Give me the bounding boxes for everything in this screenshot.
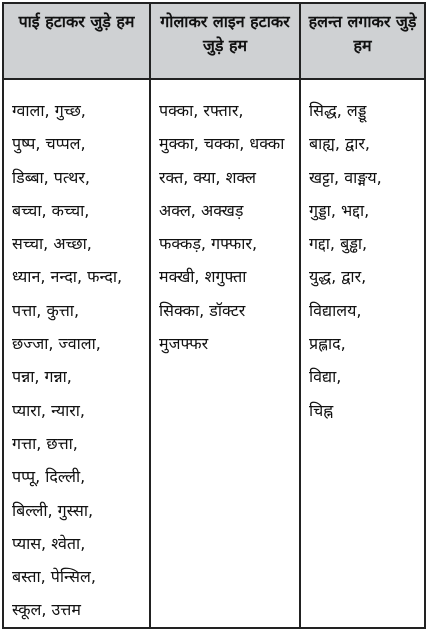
word-line: मक्खी, शगुफ्ता xyxy=(159,267,247,287)
word-line: ध्यान, नन्दा, फन्दा, xyxy=(12,267,123,287)
word-line: विद्या, xyxy=(309,367,342,387)
word-line: युद्ध, द्वार, xyxy=(309,267,367,287)
word-line: खट्टा, वाङ्मय, xyxy=(309,167,382,187)
word-line: प्रह्लाद, xyxy=(309,334,346,354)
column-remove-round-line xyxy=(150,79,300,628)
word-line: अक्ल, अक्खड़ xyxy=(159,200,244,220)
word-line: बच्चा, कच्चा, xyxy=(12,200,90,220)
word-line: पत्ता, कुत्ता, xyxy=(12,300,80,320)
header-remove-round-line: गोलाकर लाइन हटाकर जुड़े हम xyxy=(150,3,300,79)
word-line: डिब्बा, पत्थर, xyxy=(12,167,90,187)
word-line: पुष्प, चप्पल, xyxy=(12,134,86,154)
header-row xyxy=(3,3,425,79)
header-remove-stroke: पाई हटाकर जुड़े हम xyxy=(3,3,150,79)
word-line: विद्यालय, xyxy=(309,300,362,320)
word-line: प्यारा, न्यारा, xyxy=(12,400,86,420)
word-line: स्कूल, उत्तम xyxy=(12,600,81,620)
header-add-halant: हलन्त लगाकर जुड़े हम xyxy=(300,3,425,79)
word-line: फक्कड़, गफ्फार, xyxy=(159,234,258,254)
word-line: बस्ता, पेन्सिल, xyxy=(12,567,96,587)
word-line: मुजफ्फर xyxy=(159,334,209,354)
word-line: सच्चा, अच्छा, xyxy=(12,234,92,254)
word-line: रक्त, क्या, शक्ल xyxy=(159,167,257,187)
word-line: मुक्का, चक्का, धक्का xyxy=(159,134,285,154)
word-line: पक्का, रफ्तार, xyxy=(159,101,244,120)
word-line: पन्ना, गन्ना, xyxy=(12,367,72,387)
word-line: बाह्य, द्वार, xyxy=(309,134,371,154)
word-line: प्यास, श्वेता, xyxy=(12,533,86,553)
word-line: ग्वाला, गुच्छ, xyxy=(12,101,86,120)
word-line: छज्जा, ज्वाला, xyxy=(12,334,101,354)
word-line: गत्ता, छत्ता, xyxy=(12,433,78,453)
column-remove-stroke xyxy=(3,79,150,628)
word-line: सिक्का, डॉक्टर xyxy=(159,300,246,320)
word-line: गुड्डा, भद्दा, xyxy=(309,200,370,220)
body-row xyxy=(3,79,425,628)
word-line: पप्पू, दिल्ली, xyxy=(12,467,86,487)
word-line: चिह्न xyxy=(309,400,334,420)
word-line: बिल्ली, गुस्सा, xyxy=(12,500,94,520)
word-line: सिद्ध, लड्डू xyxy=(309,101,367,120)
column-add-halant xyxy=(300,79,425,628)
conjunct-words-table xyxy=(2,2,426,629)
word-line: गद्दा, बुड्ढा, xyxy=(309,234,368,254)
